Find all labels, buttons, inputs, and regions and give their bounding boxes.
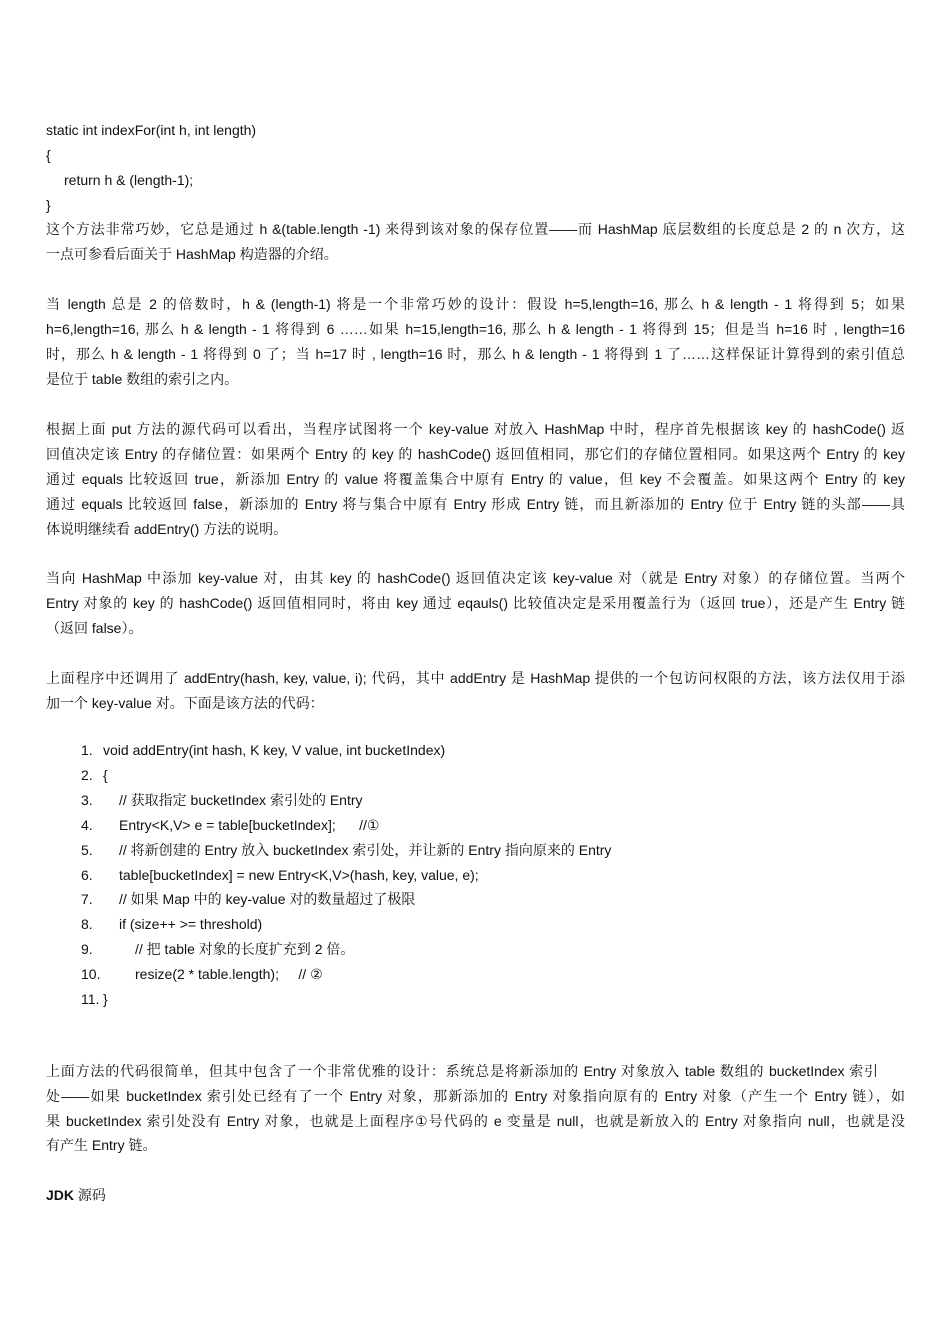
paragraph-line: 体说明继续看 addEntry() 方法的说明。 <box>46 521 288 537</box>
paragraph-line: 时，那么 h & length - 1 将得到 0 了；当 h=17 时 , length=16 时，那么 h & length - 1 将得到 1 了……这样保证计算得到的索引值总 <box>46 346 905 362</box>
paragraph-line: 通过 equals 比较返回 false，新添加的 Entry 将与集合中原有 Entry 形成 Entry 链，而且新添加的 Entry 位于 Entry 链的头部——具 <box>46 496 905 512</box>
paragraph-line: 是位于 table 数组的索引之内。 <box>46 371 239 387</box>
code-line-number: 9. <box>81 941 93 957</box>
code-line-number: 8. <box>81 916 93 932</box>
code-line-number: 5. <box>81 842 93 858</box>
paragraph-line: 当 length 总是 2 的倍数时，h & (length-1) 将是一个非常巧妙的设计：假设 h=5,length=16, 那么 h & length - 1 将得到 5；如果 <box>46 296 905 312</box>
code-line-number: 7. <box>81 891 93 907</box>
code-line-number: 2. <box>81 767 93 783</box>
section-heading-rest: 源码 <box>74 1187 106 1203</box>
code-line: resize(2 * table.length); // ② <box>135 966 323 982</box>
paragraph-line: 根据上面 put 方法的源代码可以看出，当程序试图将一个 key-value 对放入 HashMap 中时，程序首先根据该 key 的 hashCode() 返 <box>46 421 905 437</box>
code-line: static int indexFor(int h, int length) <box>46 122 257 138</box>
code-line: Entry<K,V> e = table[bucketIndex]; //① <box>119 817 380 833</box>
code-line: } <box>103 991 108 1007</box>
code-line: { <box>46 147 51 163</box>
code-line-number: 6. <box>81 867 93 883</box>
code-line: // 把 table 对象的长度扩充到 2 倍。 <box>135 941 355 957</box>
paragraph-line: 一点可参看后面关于 HashMap 构造器的介绍。 <box>46 246 338 262</box>
code-line-number: 4. <box>81 817 93 833</box>
code-line: return h & (length-1); <box>64 172 194 188</box>
paragraph-line: 通过 equals 比较返回 true，新添加 Entry 的 value 将覆盖集合中原有 Entry 的 value，但 key 不会覆盖。如果这两个 Entry 的 key <box>46 471 905 487</box>
paragraph-line: 上面程序中还调用了 addEntry(hash, key, value, i); 代码，其中 addEntry 是 HashMap 提供的一个包访问权限的方法，该方法仅用于添 <box>46 670 905 686</box>
code-line: if (size++ >= threshold) <box>119 916 263 932</box>
code-line-number: 10. <box>81 966 101 982</box>
paragraph-line: 加一个 key-value 对。下面是该方法的代码： <box>46 695 324 711</box>
section-heading <box>46 1186 106 1204</box>
paragraph-line: 上面方法的代码很简单，但其中包含了一个非常优雅的设计：系统总是将新添加的 Entry 对象放入 table 数组的 bucketIndex 索引 <box>46 1063 878 1079</box>
code-line: void addEntry(int hash, K key, V value, int bucketIndex) <box>103 742 446 758</box>
code-line: { <box>103 767 108 783</box>
code-line-number: 11. <box>81 991 100 1007</box>
code-line-number: 3. <box>81 792 93 808</box>
paragraph-line: 有产生 Entry 链。 <box>46 1137 157 1153</box>
paragraph-line: h=6,length=16, 那么 h & length - 1 将得到 6 ……如果 h=15,length=16, 那么 h & length - 1 将得到 15；但是当 h=16 时 , length=16 <box>46 321 905 337</box>
code-line: // 获取指定 bucketIndex 索引处的 Entry <box>119 792 363 808</box>
section-heading-bold: JDK <box>46 1187 75 1203</box>
paragraph-line: 回值决定该 Entry 的存储位置：如果两个 Entry 的 key 的 hashCode() 返回值相同，那它们的存储位置相同。如果这两个 Entry 的 key <box>46 446 905 462</box>
paragraph-line: 当向 HashMap 中添加 key-value 对，由其 key 的 hashCode() 返回值决定该 key-value 对（就是 Entry 对象）的存储位置。当两个 <box>46 570 905 586</box>
code-line: table[bucketIndex] = new Entry<K,V>(hash, key, value, e); <box>119 867 479 883</box>
paragraph-line: （返回 false）。 <box>46 620 143 636</box>
code-line: // 如果 Map 中的 key-value 对的数量超过了极限 <box>119 891 416 907</box>
paragraph-line: 这个方法非常巧妙，它总是通过 h &(table.length -1) 来得到该对象的保存位置——而 HashMap 底层数组的长度总是 2 的 n 次方，这 <box>46 221 905 237</box>
paragraph-line: 果 bucketIndex 索引处没有 Entry 对象，也就是上面程序①号代码的 e 变量是 null，也就是新放入的 Entry 对象指向 null，也就是没 <box>46 1113 905 1129</box>
paragraph-line: Entry 对象的 key 的 hashCode() 返回值相同时，将由 key 通过 eqauls() 比较值决定是采用覆盖行为（返回 true），还是产生 Entry 链 <box>46 595 905 611</box>
code-line-number: 1. <box>81 742 93 758</box>
code-line: } <box>46 197 51 213</box>
paragraph-line: 处——如果 bucketIndex 索引处已经有了一个 Entry 对象，那新添加的 Entry 对象指向原有的 Entry 对象（产生一个 Entry 链），如 <box>46 1088 905 1104</box>
code-line: // 将新创建的 Entry 放入 bucketIndex 索引处，并让新的 Entry 指向原来的 Entry <box>119 842 612 858</box>
